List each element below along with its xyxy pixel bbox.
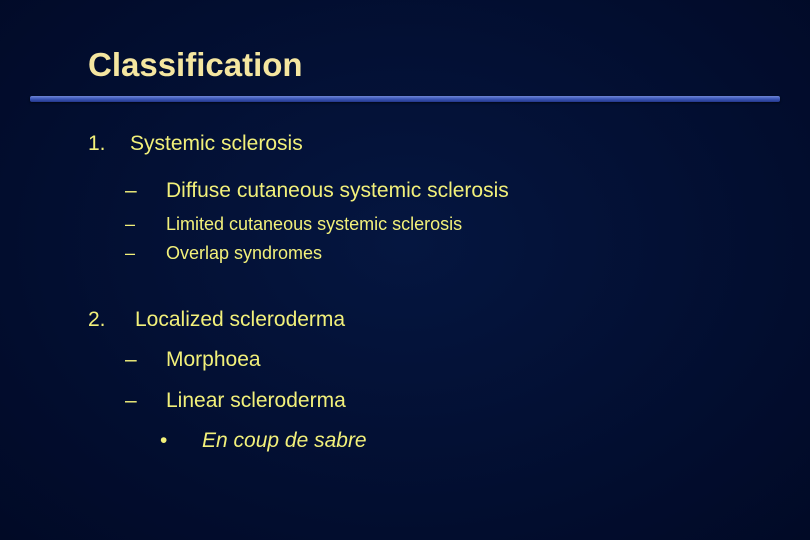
section-1-item-2-label: Limited cutaneous systemic sclerosis xyxy=(166,214,463,234)
section-1-heading: Systemic sclerosis xyxy=(130,132,303,155)
section-2-subitem-1-label: En coup de sabre xyxy=(202,429,367,452)
section-2-heading: Localized scleroderma xyxy=(135,308,346,331)
section-1-number: 1. xyxy=(88,132,106,155)
section-1-item-2-bullet: – xyxy=(125,214,136,234)
section-2-item-1-bullet: – xyxy=(125,348,137,371)
section-1-item-3-bullet: – xyxy=(125,243,136,263)
section-2-item-1-label: Morphoea xyxy=(166,348,261,371)
section-2-item-2-bullet: – xyxy=(125,389,137,412)
section-2-item-2-label: Linear scleroderma xyxy=(166,389,346,412)
title-divider xyxy=(30,96,780,102)
slide-title: Classification xyxy=(88,46,303,83)
section-2-subitem-1-bullet: • xyxy=(160,429,168,452)
section-1-item-1-bullet: – xyxy=(125,179,137,202)
section-1-item-3-label: Overlap syndromes xyxy=(166,243,323,263)
section-2-number: 2. xyxy=(88,308,106,331)
section-1-item-1-label: Diffuse cutaneous systemic sclerosis xyxy=(166,179,509,202)
